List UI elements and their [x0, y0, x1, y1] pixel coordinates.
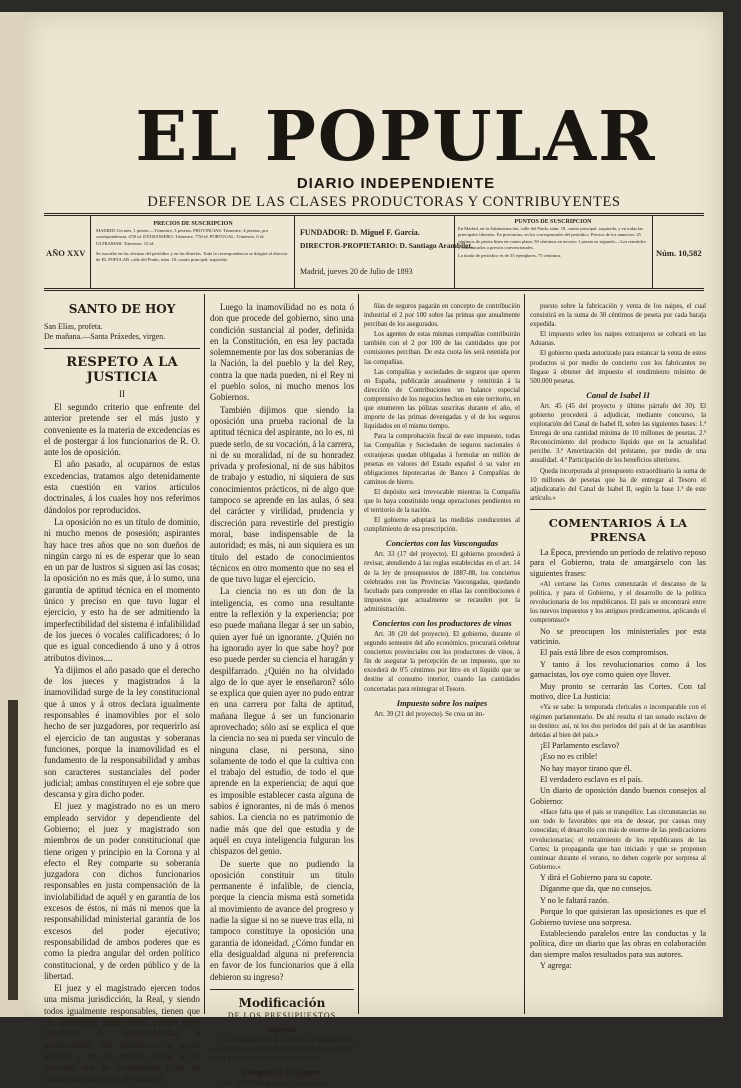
paragraph: El depósito será irrevocable mientras la Compañía que lo haya constituido tenga operaciones pendientes en el territorio de la nación. [364, 488, 520, 515]
productores-body [364, 630, 520, 694]
paragraph: ¡El Parlamento esclavo? [540, 740, 620, 750]
paragraph: Y no le faltará razón. [540, 895, 610, 905]
paragraph: El impuesto sobre los naipes extranjeros se cobrará en las Aduanas. [530, 331, 706, 348]
founder: FUNDADOR: D. Miguel F. García. [300, 228, 420, 237]
paragraph: Art. 38 (20 del proyecto). El gobierno, durante el segundo semestre del año económico, procurará celebrar conciertos provinciales con los productores de vinos, á fin de asegurar la percepción de un impuesto, que no excederá de 0'5 céntimos por litro en el líquido que se destine al consumo interior, cuando las cantidades concertadas para reintegrar el Tesoro. [364, 631, 520, 693]
naipes-body [364, 710, 520, 719]
column-1 [44, 302, 200, 1084]
paragraph: El gobierno queda autorizado para estancar la venta de estos productos si por medio de concierto con los fabricantes no llegase á obtener del impuesto el rendimiento mínimo de 500.000 pesetas. [530, 350, 706, 385]
column-rule-2 [358, 294, 359, 1014]
santo-line-1: San Elías, profeta. [44, 322, 103, 331]
newspaper-page [24, 12, 723, 1088]
prices-title: PRECIOS DE SUSCRIPCION [153, 221, 233, 227]
issue-number: Núm. 10,582 [656, 248, 702, 258]
paragraph: El gobierno adoptará las medidas conducentes al cumplimiento de esa prescripción. [364, 517, 520, 534]
paragraph: puesto sobre la fabricación y venta de los naipes, el cual consistirá en la suma de 30 céntimos de peseta por cada baraja expedida. [530, 303, 706, 329]
info-top-rule [44, 213, 704, 214]
comentarios-body [530, 548, 706, 972]
paragraph: Díganme que da, que no consejos. [540, 884, 653, 894]
masthead-subtitle: DIARIO INDEPENDIENTE [296, 175, 496, 192]
paragraph: ¡Eso no es crible! [540, 752, 598, 762]
companias-body [210, 1079, 354, 1088]
info-divider-4 [652, 215, 653, 288]
paragraph: La Época, previendo un período de relativo reposo para el Gobierno, trata de amargárselo con las siguientes frases: [530, 547, 706, 578]
santo-line-2: De mañana.—Santa Práxedes, virgen. [44, 332, 166, 341]
paragraph: El segundo criterio que enfrente del anterior pretende ser el más justo y conveniente es la materia de excedencias es el de postergar á los funcionarios de R. O. ante los de oposición. [44, 402, 200, 458]
masthead-motto: DEFENSOR DE LAS CLASES PRODUCTORAS Y CONTRIBUYENTES [147, 194, 621, 210]
paragraph: Los agentes de estas mismas compañías contribuirán también con el 2 por 100 de las cantidades que por comisiones perciban. De esta cuota les será retenida por las compañías. [364, 331, 520, 366]
paragraph: «Al cerrarse las Cortes comenzarán el descanso de la política, y para el Gobierno, y el desarrollo de la política revolucionaria de los republicanos. El país se encontrará entre los nuevos impuestos y los antiguos predicamentos, aplicando el compromiso!» [530, 581, 706, 625]
masthead-title: EL POPULAR [135, 97, 657, 177]
paragraph: Luego la inamovilidad no es nota ó don que procede del gobierno, sino una condición sustancial al poder, definida en la Constitución, en esa ley pactada solemnemente por las dos soberanías de la Nación, la del pueblo y la del Rey, contra la que nada pueden, ni el Rey ni el pueblo solos, ni mucho menos los Gobiernos. [210, 302, 354, 403]
column-2 [210, 302, 354, 1088]
column-rule-3 [524, 294, 525, 1014]
binding-edge [8, 700, 18, 1000]
productores-heading: Conciertos con los productores de vinos [372, 618, 512, 628]
info-divider-2 [294, 215, 295, 288]
paragraph: Las compañías y sociedades de seguros que operen en España, publicarán anualmente y remitirán á la dirección de Contribuciones un balance especial comprensivo de los negocios hechos en este territorio, en que enumeren las pólizas suscritas durante el año, el importe de las primas devengadas y el de los seguros liquidados en el mismo tiempo. [364, 368, 520, 431]
column-rule-1 [204, 294, 205, 1014]
column-3 [364, 302, 520, 1010]
santo-title: SANTO DE HOY [68, 302, 176, 316]
prices-text: MADRID: Un mes, 1 peseta.—Trimestre, 3 pesetas. PROVINCIAS: Trimestre, 4 pesetas, por correspondencia, 4'50 id. EXTRANJERO: Trimestre, 7'50 id. PORTUGAL: Trimestre, 6 id. ULTRAMAR: Trimestre, 15 id. [96, 228, 269, 246]
vascongadas-heading: Conciertos con las Vascongadas [385, 538, 499, 549]
paragraph: Art. 33 (17 del proyecto). El gobierno procederá á revisar, atendiendo á las reglas establecidas en el art. 14 de la ley de presupuestos de 1887-88, los conciertos celebrados con las Provincias Vascongadas, quedando facultado para comprender en ellas las contribuciones é impuestos que actualmente se recauden por la administración. [364, 551, 520, 613]
paragraph: Para la comprobación fiscal de este impuesto, todas las Compañías y Sociedades de seguros nacionales ó extranjeras quedan obligadas á formular un millón de pesetas en valores del Estado español ó su valor en obligaciones hipotecarias de Banco á Compañías de caminos de hierro. [364, 433, 520, 486]
paragraph: ñías de seguros pagarán en concepto de contribución industrial el 2 por 100 sobre las primas que anualmente perciban de los asegurados. [364, 303, 520, 329]
vascongadas-body [364, 550, 520, 614]
paragraph: Art. 39 (21 del proyecto). Se crea un im- [374, 710, 485, 718]
canal-heading: Canal de Isabel II [586, 389, 650, 400]
paragraph: No hay mayor tirano que él. [540, 763, 632, 773]
companias-heading: Compañías de seguros [242, 1067, 322, 1078]
article-heading-justicia: RESPETO A LA JUSTICIA [66, 355, 178, 385]
santo-separator [44, 348, 200, 349]
paragraph: «Ya se sabe: la temporada clericales o incomparable con el régimen parlamentario. De ahí resulta el tan sonado esclavo de su destino: así, ni los dos períodos del país al de las asambleas debidas al bien del país.» [530, 704, 706, 739]
paragraph: Estableciendo paralelos entre las conductas y la política, dice un diario que las obras en colaboración dan siempre malos resultados para sus autores. [530, 928, 706, 959]
paragraph: No se preocupen los ministeriales por esta vaticinio. [530, 626, 706, 646]
points-title: PUNTOS DE SUSCRIPCION [514, 219, 592, 225]
naipes-heading: Impuesto sobre los naipes [396, 697, 488, 708]
paragraph: Muy pronto se cerrarán las Cortes. Con tal motivo, dice La Justicia: [530, 681, 706, 701]
year-label: AÑO XXV [46, 248, 86, 258]
paragraph: Y tanto á los revolucionarios como á los gamacistas, los oye como quien oye llover. [530, 659, 706, 680]
paragraph: De suerte que no pudiendo la oposición constituir un título permanente é infalible, de ciencia, porque la ciencia misma está sometida al movimiento de avance del progreso y nadie la sigue si no se nueve tras ella, ni tampoco constituye la oposición una garantía de idoneidad. ¿Cómo fundar en ella desigualdad alguna ni preferencia en favor de los funcionarios que á ella debieron su ingreso? [210, 858, 354, 982]
paragraph: Y agrega: [540, 961, 572, 971]
section-numeral: II [119, 389, 125, 399]
naipes-continued [530, 302, 706, 386]
info-bottom-rule-2 [44, 290, 704, 291]
director: DIRECTOR-PROPIETARIO: D. Santiago Arambilet. [300, 241, 473, 250]
paragraph: El juez y magistrado no es un mero empleado servidor y dependiente del Gobierno; el juez y magistrado son miembros de un poder constitucional que tiene origen y principio en la Corona y al efecto el Rey comparte su soberanía juzgadora con dichos funcionarios responsables en justa compensación de la inviolabilidad de aquél y en garantía de los excesos de éstos, ni más ni menos que la responsabilidad ministerial garantía de los excesos del poder ejecutivo; responsabilidad de ambos poderes que es como la piedra angular del orden político constitucional, y de orden público y de la libertad. [44, 801, 200, 981]
paragraph: Y dirá el Gobierno para su capote. [540, 872, 653, 882]
paragraph: La ciencia no es un don de la inteligencia, es como una resultante entre la reflexión y la experiencia; por eso puede mañana llegar á ser un sabio, quien ayer fué un ignorante. ¿Quién no ha ignorado ayer lo que sabe hoy? por eso puede perder su ciencia el haragán y despilfarrado. ¿Quién no ha olvidado algo de lo que ayer le enseñaron? sólo se explica que quien ayer no pudo entrar en una carrera por falta de aptitud, mañana llegue á ser un funcionario aprovechado; sólo así se explica el que la ciencia no sea ni pueda ser vinculo de ninguna clase, ni persona, sino solamente de todo el que la cultiva con el trabajo del estudio, de todo el que aprende en la experiencia; de aquí que es imposible establecer casta alguna de sabios é ignorantes, ni de más ó menos sabios. La ciencia no es patrimonio de nadie más que del que estudia y de aquél en cuya inteligencia fulguran los chispazos del genio. [210, 586, 354, 857]
paragraph: «Hace falta que el país se tranquilice. Las circunstancias no son todo lo favorables que era de desear, por causas muy conocidas; el desarrollo con más de enorme de las predicaciones revolucionarias; el retraimiento de los republicanos de las Cortes; la propaganda que han iniciado y que se proponen continuar durante el verano, no deben cogerle por sorpresa al Gobierno.» [530, 809, 706, 871]
paragraph: Queda incorporada al presupuesto extraordinario la suma de 10 millones de pesetas que ha de entregar al Tesoro el adjudicatario del Canal de Isabel II, según la base 1.ª de este artículo.» [530, 467, 706, 502]
paragraph: Ya dijimos el año pasado que el derecho de los jueces y magistrados á la inamovilidad surge de la ley constitucional que á unos y á otros declara igualmente responsables é inamovibles por el solo hecho de ser juzgadores, por requerirlo así el ejercicio de tan augustas y soberanas funciones, porque la inamovilidad es el fundamento de la responsabilidad y ambas son caracteres sustanciales del poder judicial; ambas constituyen el eje sobre que descansa y gira dicho poder. [44, 664, 200, 800]
info-divider-3 [454, 215, 455, 288]
points-text: En Madrid, en la Administración, calle del Prado, núm. 18, cuarto principal, izquierda, y en todas las principales librerías. En provincias, en los corresponsales del periódico. Precios de los anuncios: 25 céntimos de peseta línea en cuarta plana; 50 céntimos en tercera; 1 peseta en segunda.—Los remitidos y comunicados a precios convencionales. [458, 226, 646, 250]
comentarios-separator [530, 509, 706, 510]
points-block [458, 218, 648, 259]
info-divider-1 [90, 215, 91, 288]
canal-body [530, 402, 706, 503]
ingresos-body [210, 1036, 354, 1063]
paragraph: También dijimos que siendo la oposición una prueba racional de la aptitud técnica del aspirante, no lo es, ni puede serlo, de su vocación, á la carrera, ni de su moralidad, ni de su honradez privada y profesional, ni de sus hábitos de trabajo y estudio, ni siquiera de sus conocimientos prácticos, ni de algo que tampoco se aprende en las aulas, ó sea del carácter y virilidad, prudencia y discreción para revestirle del prestigio moral, base indispensable de la autoridad; es más, ni aun siquiera es un título del estado de conocimientos técnicos en otro momento que no sea el de que tuvo lugar el ejercicio. [210, 404, 354, 585]
paragraph: En el dictamen de la comisión de presupuestos del Congreso aparecen las modificaciones aceptadas por el gobierno, y que son las siguientes: [210, 1036, 354, 1062]
info-bottom-rule [44, 288, 704, 289]
paragraph: El año pasado, al ocuparnos de estas excedencias, tratamos algo detenidamente esta cuestión en varios artículos doctrinales, á los cuales hoy nos referimos dándolos por reproducidos. [44, 459, 200, 515]
modificacion-separator [210, 989, 354, 990]
paragraph: «Art. 26 (9.º del proyecto). Las compa- [220, 1080, 327, 1088]
paragraph: El juez y el magistrado ejercen todos una misma jurisdicción, la Real, y siendo todos igualmente responsables, tienen que ser igualmente inamovibles, porque estos caracteres de responsabilidad é inamovilidad, son sustantivos al poder judicial y no en manera alguna á las personas que lo desempeñan (sino en cuanto son miembros del mismo). [44, 983, 200, 1084]
paragraph: La oposición no es un título de dominio, ni mucho menos de posesión; aspirantes hay hace tres años que no son dueños de ningún cargo ni es de esperar que lo sean en un par de lustros si siguen así las cosas; la oposición no es más que, á lo sumo, una garantía de aptitud técnica en el momento único y preciso en que tuvo lugar el ejercicio, y esto ha de ser admitiendo la imperfectibilidad del sistema é infalibilidad de los jueces ó vocales calificadores; ó lo que es igual concediendo á uno y á otros atributos divinos.... [44, 516, 200, 663]
paragraph: Un diario de oposición dando buenos consejos al Gobierno: [530, 786, 706, 806]
article-body-justicia [44, 402, 200, 1085]
modificacion-subtitle: DE LOS PRESUPUESTOS [227, 1010, 337, 1020]
prices-block [96, 220, 290, 263]
points-note: La tirada de periódico es de 35 ejemplares, 75 céntimos. [458, 253, 562, 259]
comentarios-heading: COMENTARIOS Á LA PRENSA [548, 515, 688, 544]
info-top-rule-2 [44, 215, 704, 216]
issue-date: Madrid, jueves 20 de Julio de 1893 [300, 267, 413, 276]
paragraph: Art. 45 (45 del proyecto y último párrafo del 30). El gobierno procederá á adjudicar, mediante concurso, la explotación del Canal de Isabel II, sobre las siguientes bases: 1.ª Entrega de una cantidad mínima de 10 millones de pesetas. 2.ª Reconocimiento del producto líquido que en la actualidad percibe. 3.ª Amortización del préstamo, por medio de una anualidad. 4.ª Participación de los beneficios ulteriores. [530, 402, 706, 465]
column-4 [530, 302, 706, 1010]
article-body-continued [210, 302, 354, 983]
seguros-body [364, 302, 520, 534]
modificacion-title: Modificación [238, 995, 326, 1010]
ingresos-heading: Ingresos [266, 1023, 298, 1034]
paragraph: Porque lo que quisieran las oposiciones es que el Gobierno tuviese una sorpresa. [530, 907, 706, 927]
editorial-block [300, 226, 473, 277]
paragraph: El país está libre de esos compromisos. [540, 648, 669, 658]
paragraph: El verdadero esclavo es el país. [540, 775, 643, 784]
prices-note: Se suscribe en las oficinas del periódico y en las librerías. Toda la correspondencia se dirigirá al director de EL POPULAR, calle del Prado, núm. 18, cuarto principal, izquierda. [96, 250, 288, 263]
